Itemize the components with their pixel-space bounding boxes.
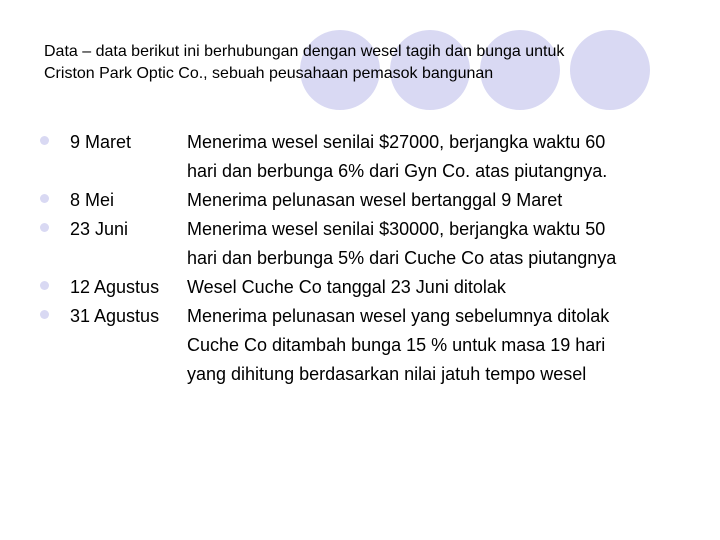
entry-description bbox=[187, 186, 680, 215]
entry-description bbox=[187, 302, 680, 389]
entry-list bbox=[40, 128, 680, 389]
list-item bbox=[40, 128, 680, 186]
heading-line-1: Data – data berikut ini berhubungan dengan wesel tagih dan bunga untuk bbox=[44, 43, 565, 60]
entry-description bbox=[187, 128, 680, 186]
entry-date: 9 Maret bbox=[70, 132, 132, 152]
description-line: Menerima wesel senilai $27000, berjangka waktu 60 bbox=[187, 132, 606, 152]
heading-line-2: Criston Park Optic Co., sebuah peusahaan pemasok bangunan bbox=[44, 65, 494, 82]
entry-description bbox=[187, 215, 680, 273]
list-item bbox=[40, 302, 680, 389]
description-line: hari dan berbunga 6% dari Gyn Co. atas piutangnya. bbox=[187, 161, 608, 181]
description-line: Cuche Co ditambah bunga 15 % untuk masa 19 hari bbox=[187, 335, 606, 355]
bullet-icon bbox=[40, 281, 49, 290]
list-item bbox=[40, 215, 680, 273]
bullet-icon bbox=[40, 310, 49, 319]
bullet-icon bbox=[40, 223, 49, 232]
list-item bbox=[40, 186, 680, 215]
entry-date: 8 Mei bbox=[70, 190, 115, 210]
entry-description bbox=[187, 273, 680, 302]
description-line: Menerima pelunasan wesel yang sebelumnya ditolak bbox=[187, 306, 610, 326]
description-line: yang dihitung berdasarkan nilai jatuh tempo wesel bbox=[187, 364, 587, 384]
list-item bbox=[40, 273, 680, 302]
entry-date: 31 Agustus bbox=[70, 306, 160, 326]
entry-date: 23 Juni bbox=[70, 219, 129, 239]
description-line: hari dan berbunga 5% dari Cuche Co atas piutangnya bbox=[187, 248, 617, 268]
description-line: Wesel Cuche Co tanggal 23 Juni ditolak bbox=[187, 277, 506, 297]
bullet-icon bbox=[40, 194, 49, 203]
entry-date: 12 Agustus bbox=[70, 277, 160, 297]
description-line: Menerima wesel senilai $30000, berjangka waktu 50 bbox=[187, 219, 606, 239]
description-line: Menerima pelunasan wesel bertanggal 9 Maret bbox=[187, 190, 563, 210]
page-heading bbox=[44, 41, 684, 85]
bullet-icon bbox=[40, 136, 49, 145]
